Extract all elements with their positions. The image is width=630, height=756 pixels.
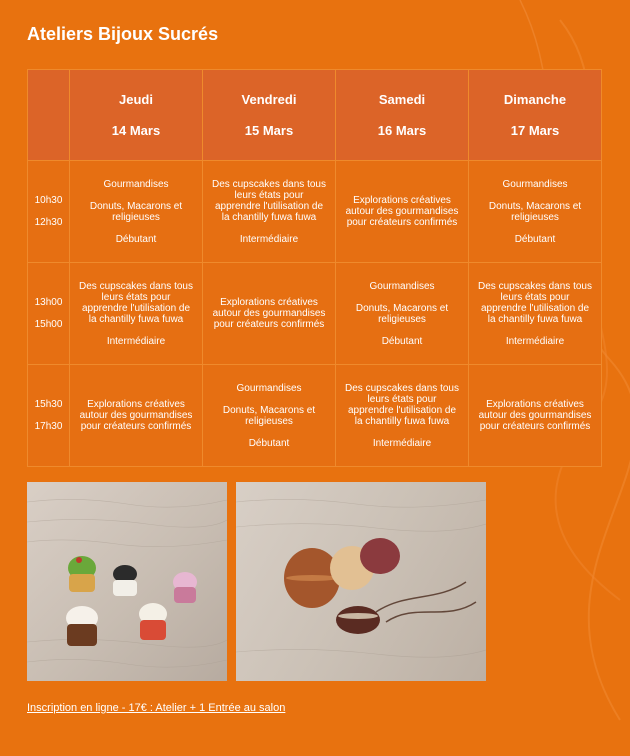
workshop-topic: Gourmandises bbox=[369, 280, 435, 292]
workshop-cell bbox=[203, 263, 336, 365]
day-date: 14 Mars bbox=[111, 123, 161, 138]
workshop-topic: Explorations créatives autour des gourmandises pour créateurs confirmés bbox=[79, 399, 193, 432]
day-name: Samedi bbox=[378, 92, 426, 107]
workshop-cell bbox=[469, 263, 602, 365]
workshop-level: Intermédiaire bbox=[239, 233, 299, 245]
day-header-jeudi bbox=[70, 70, 203, 161]
workshop-cell bbox=[336, 161, 469, 263]
day-date: 15 Mars bbox=[244, 123, 294, 138]
end-time: 12h30 bbox=[34, 217, 63, 228]
day-date: 17 Mars bbox=[510, 123, 560, 138]
workshop-topic: Explorations créatives autour des gourmandises pour créateurs confirmés bbox=[478, 399, 592, 432]
workshop-cell bbox=[469, 161, 602, 263]
workshop-subtitle: Donuts, Macarons et religieuses bbox=[222, 404, 316, 427]
workshop-cell bbox=[70, 365, 203, 467]
workshop-cell bbox=[469, 365, 602, 467]
schedule-header-row bbox=[28, 70, 602, 161]
cupcake-charms-photo bbox=[27, 482, 227, 681]
workshop-topic: Des cupscakes dans tous leurs états pour apprendre l'utilisation de la chantilly fuwa fuwa bbox=[345, 382, 459, 427]
day-header-dimanche bbox=[469, 70, 602, 161]
workshop-level: Débutant bbox=[381, 335, 423, 347]
workshop-topic: Gourmandises bbox=[502, 178, 568, 190]
workshop-topic: Des cupscakes dans tous leurs états pour apprendre l'utilisation de la chantilly fuwa fuwa bbox=[212, 178, 326, 223]
day-header-samedi bbox=[336, 70, 469, 161]
workshop-level: Intermédiaire bbox=[372, 437, 432, 449]
workshop-cell bbox=[70, 263, 203, 365]
day-header-vendredi bbox=[203, 70, 336, 161]
workshop-subtitle: Donuts, Macarons et religieuses bbox=[355, 302, 449, 325]
workshop-level: Intermédiaire bbox=[505, 335, 565, 347]
workshop-level: Débutant bbox=[514, 233, 556, 245]
end-time: 17h30 bbox=[34, 421, 63, 432]
start-time: 10h30 bbox=[34, 195, 63, 206]
workshop-cell bbox=[203, 161, 336, 263]
workshop-topic: Gourmandises bbox=[236, 382, 302, 394]
workshop-subtitle: Donuts, Macarons et religieuses bbox=[488, 200, 582, 223]
page-title: Ateliers Bijoux Sucrés bbox=[27, 24, 219, 44]
time-slot bbox=[28, 161, 70, 263]
workshop-topic: Explorations créatives autour des gourmandises pour créateurs confirmés bbox=[345, 195, 459, 228]
workshop-topic: Des cupscakes dans tous leurs états pour apprendre l'utilisation de la chantilly fuwa fuwa bbox=[478, 280, 592, 325]
start-time: 15h30 bbox=[34, 399, 63, 410]
workshop-cell bbox=[70, 161, 203, 263]
macaron-charms-photo bbox=[236, 482, 486, 681]
schedule-table bbox=[27, 69, 602, 467]
schedule-row bbox=[28, 263, 602, 365]
workshop-level: Intermédiaire bbox=[106, 335, 166, 347]
day-name: Dimanche bbox=[503, 92, 567, 107]
schedule-row bbox=[28, 161, 602, 263]
time-slot bbox=[28, 365, 70, 467]
workshop-cell bbox=[203, 365, 336, 467]
workshop-cell bbox=[336, 263, 469, 365]
workshop-cell bbox=[336, 365, 469, 467]
time-slot bbox=[28, 263, 70, 365]
start-time: 13h00 bbox=[34, 297, 63, 308]
time-header-cell bbox=[28, 70, 70, 161]
day-date: 16 Mars bbox=[377, 123, 427, 138]
workshop-subtitle: Donuts, Macarons et religieuses bbox=[89, 200, 183, 223]
workshop-topic: Gourmandises bbox=[103, 178, 169, 190]
workshop-topic: Des cupscakes dans tous leurs états pour apprendre l'utilisation de la chantilly fuwa fuwa bbox=[79, 280, 193, 325]
workshop-level: Débutant bbox=[115, 233, 157, 245]
day-name: Jeudi bbox=[119, 92, 153, 107]
end-time: 15h00 bbox=[34, 319, 63, 330]
workshop-topic: Explorations créatives autour des gourmandises pour créateurs confirmés bbox=[212, 297, 326, 330]
registration-link[interactable]: Inscription en ligne - 17€ : Atelier + 1 Entrée au salon bbox=[27, 702, 286, 714]
workshop-level: Débutant bbox=[248, 437, 290, 449]
schedule-row bbox=[28, 365, 602, 467]
day-name: Vendredi bbox=[241, 92, 297, 107]
